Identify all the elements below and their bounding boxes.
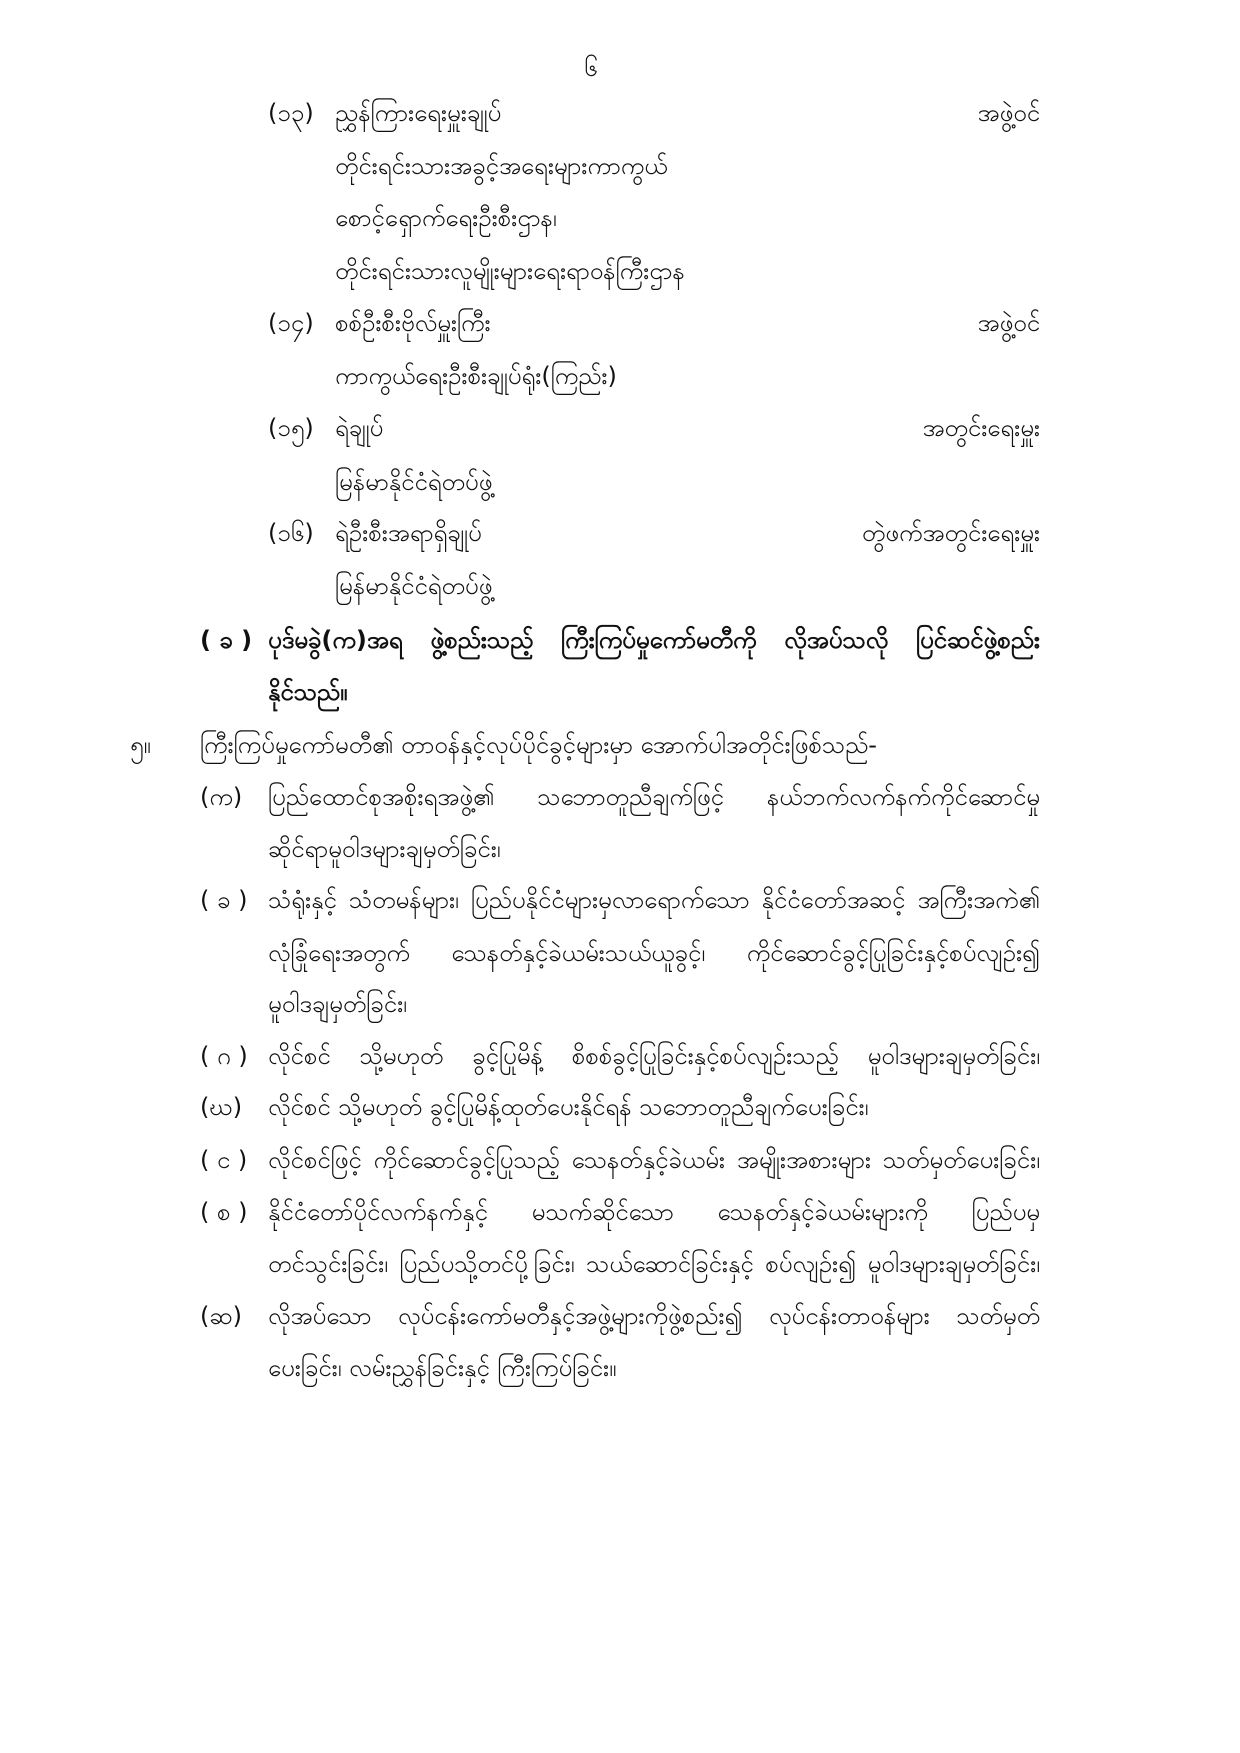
member-title: စစ်ဦးစီးဗိုလ်မှူးကြီး xyxy=(335,309,491,337)
section-number: ၅။ xyxy=(130,731,151,759)
member-department-line: မြန်မာနိုင်ငံရဲတပ်ဖွဲ့ xyxy=(335,572,493,600)
member-department-line: မြန်မာနိုင်ငံရဲတပ်ဖွဲ့ xyxy=(335,468,493,496)
member-department-line: ကာကွယ်ရေးဦးစီးချုပ်ရုံး(ကြည်း) xyxy=(335,362,617,390)
member-role: အဖွဲ့ဝင် xyxy=(977,309,1040,337)
member-role: အတွင်းရေးမှူး xyxy=(922,414,1040,442)
clause-text-line: လိုင်စင် သို့မဟုတ် ခွင့်ပြုမိန့်ထုတ်ပေးနိုင်ရန် သဘောတူညီချက်ပေးခြင်း၊ xyxy=(268,1093,869,1121)
member-number: (၁၃) xyxy=(268,99,314,127)
clause-text-line: လိုင်စင် သို့မဟုတ် ခွင့်ပြုမိန့် စိစစ်ခွင့်ပြုခြင်းနှင့်စပ်လျဉ်းသည့် မူဝါဒများချမှတ်ခြင်း၊ xyxy=(268,1042,1040,1070)
member-department-line: တိုင်းရင်းသားလူမျိုးများရေးရာဝန်ကြီးဌာန xyxy=(335,257,685,285)
member-title: ရဲဦးစီးအရာရှိချုပ် xyxy=(335,519,482,547)
clause-text-line: ပြည်ထောင်စုအစိုးရအဖွဲ့၏ သဘောတူညီချက်ဖြင့် နယ်ဘက်လက်နက်ကိုင်ဆောင်မှု xyxy=(268,783,1040,811)
clause-text-line: ဆိုင်ရာမူဝါဒများချမှတ်ခြင်း၊ xyxy=(268,835,501,863)
member-department-line: တိုင်းရင်းသားအခွင့်အရေးများကာကွယ် xyxy=(335,152,668,180)
member-role: တွဲဖက်အတွင်းရေးမှူး xyxy=(861,519,1040,547)
clause-label: ( ဂ ) xyxy=(200,1042,248,1070)
clause-text-line: လုံခြုံရေးအတွက် သေနတ်နှင့်ခဲယမ်းသယ်ယူခွင့်၊ ကိုင်ဆောင်ခွင့်ပြုခြင်းနှင့်စပ်လျဉ်း၍ xyxy=(268,939,1040,967)
clause-text-line: သံရုံးနှင့် သံတမန်များ၊ ပြည်ပနိုင်ငံများမှလာရောက်သော နိုင်ငံတော်အဆင့် အကြီးအကဲ၏ xyxy=(268,886,1040,914)
clause-text-line: လိုင်စင်ဖြင့် ကိုင်ဆောင်ခွင့်ပြုသည့် သေနတ်နှင့်ခဲယမ်း အမျိုးအစားများ သတ်မှတ်ပေးခြင်း၊ xyxy=(268,1146,1040,1174)
member-number: (၁၅) xyxy=(268,414,314,442)
clause-text-line: လိုအပ်သော လုပ်ငန်းကော်မတီနှင့်အဖွဲ့များကိုဖွဲ့စည်း၍ လုပ်ငန်းတာဝန်များ သတ်မှတ် xyxy=(268,1302,1040,1330)
clause-label: (ဃ) xyxy=(200,1093,243,1121)
member-number: (၁၆) xyxy=(268,519,314,547)
member-title: ရဲချုပ် xyxy=(335,414,384,442)
clause-text-line: နိုင်ငံတော်ပိုင်လက်နက်နှင့် မသက်ဆိုင်သော သေနတ်နှင့်ခဲယမ်းများကို ပြည်ပမှ xyxy=(268,1198,1040,1226)
member-role: အဖွဲ့ဝင် xyxy=(977,99,1040,127)
clause-label: ( စ ) xyxy=(200,1198,248,1226)
member-title: ညွှန်ကြားရေးမှူးချုပ် xyxy=(335,99,502,127)
clause-label: (ဆ) xyxy=(200,1302,242,1330)
clause-label: (က) xyxy=(200,783,243,811)
clause-text-line: တင်သွင်းခြင်း၊ ပြည်ပသို့တင်ပို့ခြင်း၊ သယ်ဆောင်ခြင်းနှင့် စပ်လျဉ်း၍ မူဝါဒများချမှတ်ခြင်း၊ xyxy=(268,1250,1040,1278)
page-number: ၆ xyxy=(584,54,598,82)
clause-text-line: ပေးခြင်း၊ လမ်းညွှန်ခြင်းနှင့် ကြီးကြပ်ခြင်း။ xyxy=(268,1354,617,1382)
subsection-label: ( ခ ) xyxy=(200,626,253,654)
clause-label: ( င ) xyxy=(200,1146,248,1174)
section-intro: ကြီးကြပ်မှုကော်မတီ၏ တာဝန်နှင့်လုပ်ပိုင်ခွင့်များမှာ အောက်ပါအတိုင်းဖြစ်သည်- xyxy=(200,731,877,759)
subsection-text-line: ပုဒ်မခွဲ(က)အရ ဖွဲ့စည်းသည့် ကြီးကြပ်မှုကော်မတီကို လိုအပ်သလို ပြင်ဆင်ဖွဲ့စည်း xyxy=(268,626,1040,654)
subsection-text-line: နိုင်သည်။ xyxy=(268,678,348,706)
clause-label: ( ခ ) xyxy=(200,886,248,914)
clause-text-line: မူဝါဒချမှတ်ခြင်း၊ xyxy=(268,990,407,1018)
member-number: (၁၄) xyxy=(268,309,314,337)
member-department-line: စောင့်ရှောက်ရေးဦးစီးဌာန၊ xyxy=(335,204,557,232)
